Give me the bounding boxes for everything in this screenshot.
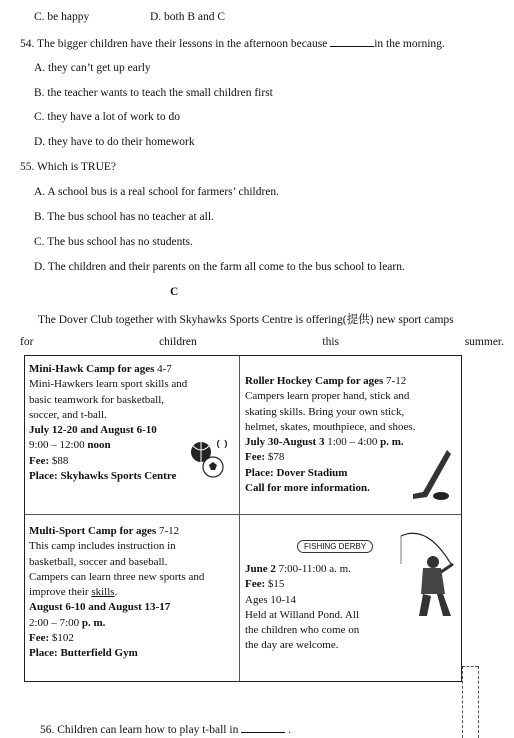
mini-hawk-fee-label: Fee: — [29, 454, 50, 467]
multi-sport-desc-end: . — [114, 586, 118, 599]
roller-hockey-dates: July 30-August 3 — [245, 436, 325, 449]
roller-hockey-desc-3: helmet, skates, mouthpiece, and shoes. — [245, 420, 416, 433]
q56-stem-before: 56. Children can learn how to play t-ball in — [40, 724, 239, 736]
fishing-desc-1: Held at Willand Pond. All — [245, 608, 359, 621]
q54-option-c: C. they have a lot of work to do — [34, 111, 180, 123]
q55-stem: 55. Which is TRUE? — [20, 161, 117, 173]
mini-hawk-desc-2: basic teamwork for basketball, — [29, 393, 165, 406]
mini-hawk-place: Place: Skyhawks Sports Centre — [29, 470, 177, 483]
multi-sport-desc-4: improve their — [29, 586, 89, 599]
multi-sport-skills-underlined: skills — [91, 586, 115, 599]
table-divider-vertical — [239, 356, 240, 681]
section-letter: C — [170, 286, 179, 298]
fishing-time: 7:00-11:00 a. m. — [278, 563, 351, 575]
fold-guide-right — [478, 666, 479, 738]
fishing-derby-camp — [245, 562, 415, 654]
camp-table — [24, 355, 462, 682]
q56-answer-blank[interactable] — [241, 722, 285, 733]
fishing-fee: $15 — [267, 578, 285, 591]
roller-hockey-time: 1:00 – 4:00 — [327, 436, 378, 449]
multi-sport-title: Multi-Sport Camp for ages — [29, 525, 157, 537]
q53-option-d: D. both B and C — [150, 11, 226, 23]
fishing-ages: Ages 10-14 — [245, 593, 297, 606]
hockey-stick-icon — [409, 448, 455, 506]
mini-hawk-time-suffix: noon — [87, 439, 111, 452]
section-intro-line1: The Dover Club together with Skyhawks Sports Centre is offering(提供) new sport camps — [38, 314, 454, 326]
fishing-desc-3: the day are welcome. — [245, 639, 339, 652]
multi-sport-desc-1: This camp includes instruction in — [29, 540, 176, 553]
q54-option-a: A. they can’t get up early — [34, 62, 151, 74]
multi-sport-place: Place: Butterfield Gym — [29, 647, 138, 660]
q54-option-b: B. the teacher wants to teach the small children first — [34, 87, 273, 99]
q55-option-c: C. The bus school has no students. — [34, 236, 193, 248]
q54-stem — [20, 36, 445, 50]
roller-hockey-desc-2: skating skills. Bring your own stick, — [245, 405, 405, 418]
multi-sport-desc-3: Campers can learn three new sports and — [29, 570, 205, 583]
q55-option-b: B. The bus school has no teacher at all. — [34, 211, 214, 223]
table-divider-horizontal — [25, 514, 461, 515]
q56-stem — [40, 722, 291, 736]
intro-word-1: for — [20, 336, 34, 348]
mini-hawk-desc-3: soccer, and t-ball. — [29, 408, 107, 421]
roller-hockey-fee-label: Fee: — [245, 451, 266, 464]
q54-option-d: D. they have to do their homework — [34, 136, 195, 148]
mini-hawk-title: Mini-Hawk Camp for ages — [29, 363, 155, 375]
intro-word-4: summer. — [464, 336, 504, 348]
sports-balls-icon — [187, 432, 233, 480]
q53-option-c: C. be happy — [34, 11, 90, 23]
mini-hawk-desc-1: Mini-Hawkers learn sport skills and — [29, 378, 188, 391]
multi-sport-time: 2:00 – 7:00 — [29, 616, 80, 629]
multi-sport-fee: $102 — [51, 632, 74, 645]
roller-hockey-ages: 7-12 — [386, 375, 407, 387]
fishing-desc-2: the children who come on — [245, 624, 360, 637]
mini-hawk-ages: 4-7 — [157, 363, 172, 375]
roller-hockey-desc-1: Campers learn proper hand, stick and — [245, 390, 410, 403]
q55-option-a: A. A school bus is a real school for farmers’ children. — [34, 186, 280, 198]
q55-option-d: D. The children and their parents on the farm all come to the bus school to learn. — [34, 261, 405, 273]
mini-hawk-time: 9:00 – 12:00 — [29, 439, 85, 452]
q56-stem-after: . — [288, 724, 291, 736]
fishing-derby-badge: FISHING DERBY — [297, 540, 373, 553]
multi-sport-ages: 7-12 — [158, 525, 180, 537]
roller-hockey-call: Call for more information. — [245, 482, 370, 495]
roller-hockey-place: Place: Dover Stadium — [245, 466, 348, 479]
multi-sport-time-suffix: p. m. — [81, 616, 106, 629]
roller-hockey-time-suffix: p. m. — [380, 436, 404, 449]
fisherman-icon — [397, 524, 459, 624]
fishing-fee-label: Fee: — [245, 578, 266, 591]
roller-hockey-fee: $78 — [267, 451, 285, 464]
q54-stem-after: in the morning. — [374, 38, 445, 50]
roller-hockey-title: Roller Hockey Camp for ages — [245, 375, 384, 387]
fishing-date: June 2 — [245, 563, 276, 575]
intro-word-3: this — [322, 336, 340, 348]
multi-sport-desc-2: basketball, soccer and baseball. — [29, 555, 168, 568]
section-intro-line2 — [20, 336, 504, 348]
multi-sport-fee-label: Fee: — [29, 632, 50, 645]
fold-guide-left — [462, 666, 463, 738]
q54-answer-blank[interactable] — [330, 36, 374, 47]
fold-guide-top — [462, 666, 478, 667]
mini-hawk-fee: $88 — [51, 454, 69, 467]
q54-stem-before: 54. The bigger children have their lessons in the afternoon because — [20, 38, 328, 50]
mini-hawk-dates: July 12-20 and August 6-10 — [29, 424, 157, 437]
intro-word-2: children — [159, 336, 197, 348]
multi-sport-dates: August 6-10 and August 13-17 — [29, 601, 171, 614]
multi-sport-camp — [29, 524, 237, 662]
